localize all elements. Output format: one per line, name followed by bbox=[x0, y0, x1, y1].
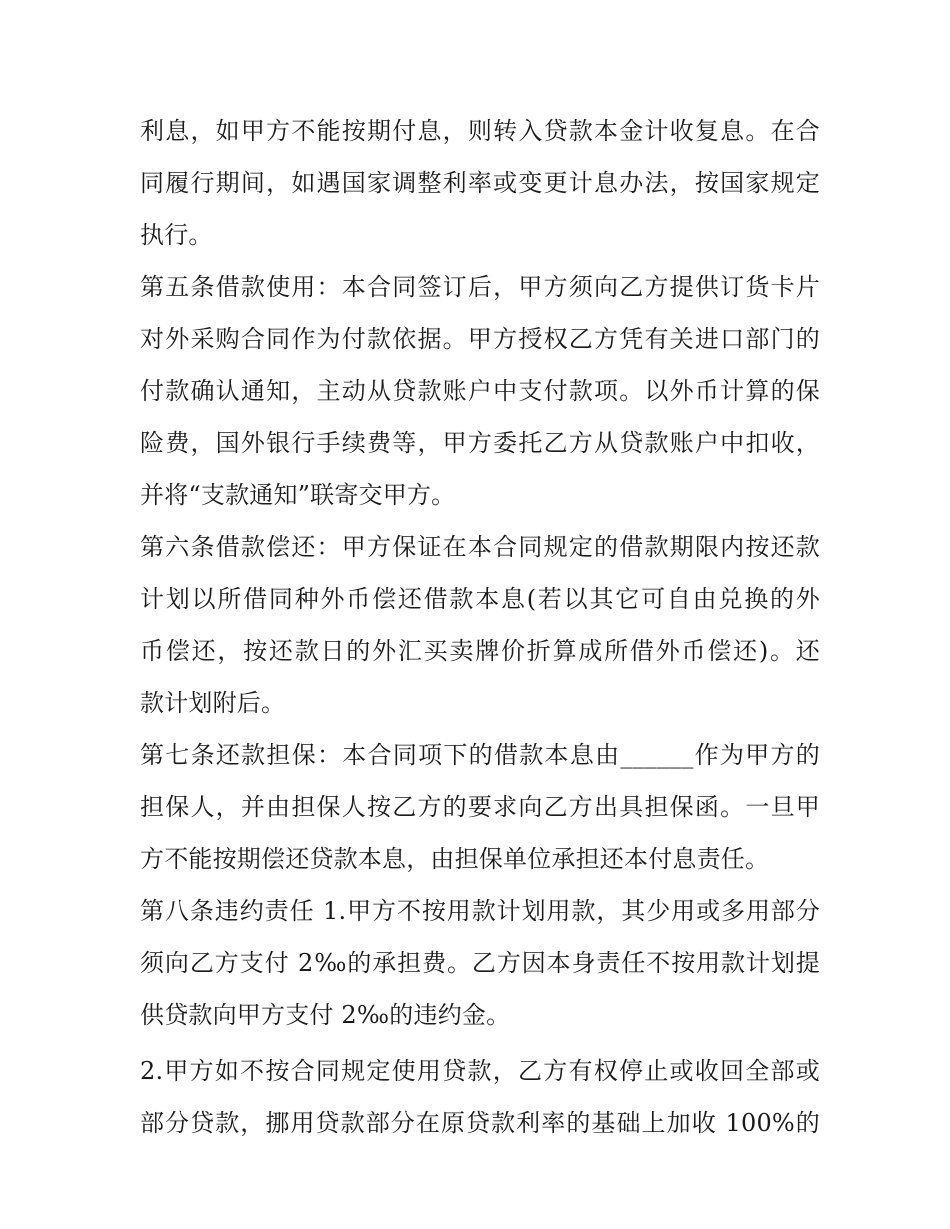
text-line: 险费，国外银行手续费等，甲方委托乙方从贷款账户中扣收， bbox=[140, 429, 820, 457]
text-line: 执行。 bbox=[140, 221, 213, 249]
text-line: 对外采购合同作为付款依据。甲方授权乙方凭有关进口部门的 bbox=[140, 325, 820, 353]
text-line: 供贷款向甲方支付 2‰的违约金。 bbox=[140, 1001, 511, 1029]
document-body bbox=[140, 111, 820, 1155]
text-line: 部分贷款，挪用贷款部分在原贷款利率的基础上加收 100%的 bbox=[140, 1109, 820, 1137]
text-line: 担保人，并由担保人按乙方的要求向乙方出具担保函。一旦甲 bbox=[140, 793, 820, 821]
clause-2-line: 2.甲方如不按合同规定使用贷款，乙方有权停止或收回全部或 bbox=[140, 1057, 820, 1085]
article-5-heading-line: 第五条借款使用：本合同签订后，甲方须向乙方提供订货卡片 bbox=[140, 273, 820, 301]
text-line: 同履行期间，如遇国家调整利率或变更计息办法，按国家规定 bbox=[140, 169, 820, 197]
text-line: 计划以所借同种外币偿还借款本息(若以其它可自由兑换的外 bbox=[140, 585, 820, 613]
article-8-heading-line: 第八条违约责任 1.甲方不按用款计划用款，其少用或多用部分 bbox=[140, 897, 820, 925]
text-line: 币偿还，按还款日的外汇买卖牌价折算成所借外币偿还)。还 bbox=[140, 637, 820, 665]
text-line: 方不能按期偿还贷款本息，由担保单位承担还本付息责任。 bbox=[140, 845, 770, 873]
text-line: 利息，如甲方不能按期付息，则转入贷款本金计收复息。在合 bbox=[140, 117, 820, 145]
text-line: 款计划附后。 bbox=[140, 689, 286, 717]
text-line: 并将“支款通知”联寄交甲方。 bbox=[140, 481, 456, 509]
article-6-heading-line: 第六条借款偿还：甲方保证在本合同规定的借款期限内按还款 bbox=[140, 533, 820, 561]
text-line: 须向乙方支付 2‰的承担费。乙方因本身责任不按用款计划提 bbox=[140, 949, 820, 977]
article-7-heading-line: 第七条还款担保：本合同项下的借款本息由______作为甲方的 bbox=[140, 741, 820, 769]
text-line: 付款确认通知，主动从贷款账户中支付款项。以外币计算的保 bbox=[140, 377, 820, 405]
